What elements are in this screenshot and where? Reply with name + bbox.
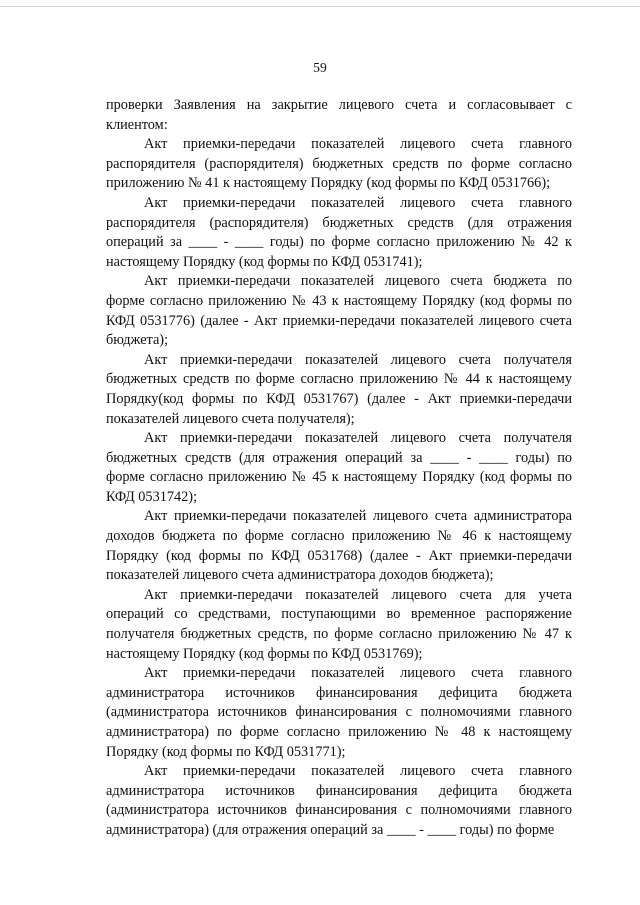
- paragraph-act-44: Акт приемки-передачи показателей лицевого счета получателя бюджетных средств по форме согласно приложению № 44 к настоящему Порядку(код формы по КФД 0531767) (далее - Акт приемки-передачи показателей лицевого счета получателя);: [106, 351, 572, 427]
- paragraph-act-49: Акт приемки-передачи показателей лицевого счета главного администратора источников финансирования дефицита бюджета (администратора источников финансирования с полномочиями главного администратора) (для отражения операций за ____ - ____ годы) по форме: [106, 763, 572, 838]
- paragraph-act-48: Акт приемки-передачи показателей лицевого счета главного администратора источников финансирования дефицита бюджета (администратора источников финансирования с полномочиями главного администратора) по форме согласно приложению № 48 к настоящему Порядку (код формы по КФД 0531771);: [106, 665, 572, 760]
- document-body: [106, 96, 572, 841]
- scan-top-edge: [0, 6, 640, 7]
- paragraph-act-41: Акт приемки-передачи показателей лицевого счета главного распорядителя (распорядителя) бюджетных средств по форме согласно приложению № 41 к настоящему Порядку (код формы по КФД 0531766);: [106, 136, 572, 192]
- paragraph-act-43: Акт приемки-передачи показателей лицевого счета бюджета по форме согласно приложению № 43 к настоящему Порядку (код формы по КФД 0531776) (далее - Акт приемки-передачи показателей лицевого счета бюджета);: [106, 273, 572, 349]
- paragraph-act-46: Акт приемки-передачи показателей лицевого счета администратора доходов бюджета по форме согласно приложению № 46 к настоящему Порядку (код формы по КФД 0531768) (далее - Акт приемки-передачи показателей лицевого счета администратора доходов бюджета);: [106, 508, 572, 584]
- page-number: 59: [313, 60, 327, 75]
- paragraph-act-45: Акт приемки-передачи показателей лицевого счета получателя бюджетных средств (для отражения операций за ____ - ____ годы) по форме согласно приложению № 45 к настоящему Порядку (код формы по КФД 0531742);: [106, 430, 572, 505]
- paragraph-act-42: Акт приемки-передачи показателей лицевого счета главного распорядителя (распорядителя) бюджетных средств (для отражения операций за ____ - ____ годы) по форме согласно приложению № 42 к настоящему Порядку (код формы по КФД 0531741);: [106, 194, 572, 270]
- paragraph-continuation: проверки Заявления на закрытие лицевого счета и согласовывает с клиентом:: [106, 97, 572, 133]
- paragraph-act-47: Акт приемки-передачи показателей лицевого счета для учета операций со средствами, поступающими во временное распоряжение получателя бюджетных средств, по форме согласно приложению № 47 к настоящему Порядку (код формы по КФД 0531769);: [106, 586, 572, 662]
